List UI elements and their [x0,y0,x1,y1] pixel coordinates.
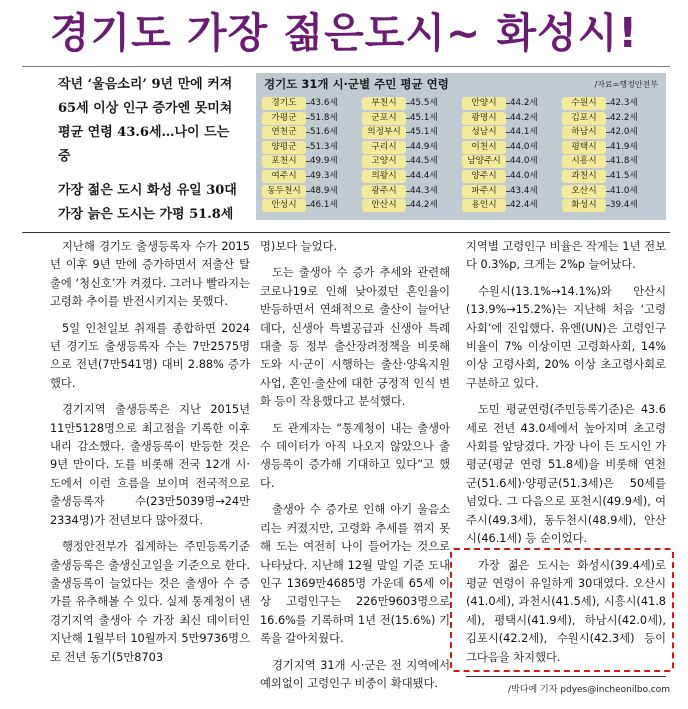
table-cell [462,199,556,212]
region-name: 구리시 [362,141,406,154]
average-age: 44.2세 [510,98,538,108]
highlight-box [450,548,674,672]
average-age: 45.5세 [410,98,438,108]
average-age: 45.1세 [410,112,438,123]
region-name: 남양주시 [462,155,506,168]
table-cell [362,112,456,125]
table-cell [562,141,656,154]
region-name: 경기도 [262,97,306,110]
paragraph: 도민 평균연령(주민등록기준)은 43.6세로 전년 43.0세에서 높아지며 초고령사회를 앞당겼다. 가장 나이 든 도시인 가평군(평균 연령 51.8세)을 비롯해 연천군(51.6세)·양평군(51.3세)은 50세를 넘었다. 그 다음으로 포천시(49.9세), 여주시(49.3세), 동두천시(48.9세), 안산시(46.1세) 등 순이었다. [466,403,666,546]
top-divider [22,66,670,67]
region-name: 고양시 [362,155,406,168]
table-cell [462,97,556,110]
region-name: 양주시 [462,170,506,183]
table-cell [462,112,556,125]
region-name: 김포시 [562,112,606,125]
table-cell [562,97,656,110]
region-name: 평택시 [562,141,606,154]
region-name: 부천시 [362,97,406,110]
table-cell [562,112,656,125]
body-divider [22,232,670,233]
average-age: 51.6세 [310,127,338,138]
average-age: 43.6세 [310,98,338,108]
region-name: 하남시 [562,126,606,139]
age-table-title: 경기도 31개 시·군별 주민 평균 연령 [264,77,449,91]
table-cell [562,155,656,168]
paragraph: 지난해 경기도 출생등록자 수가 2015년 이후 9년 만에 증가하면서 저출산 탈출에 ‘청신호’가 켜졌다. 그러나 빨라지는 고령화 추이를 반전시키지는 못했다. [50,240,250,309]
table-cell [262,97,356,110]
table-cell [462,185,556,198]
region-name: 가평군 [262,112,306,125]
age-table [256,73,666,220]
average-age: 45.1세 [410,127,438,138]
table-cell [362,155,456,168]
subhead-2: 가장 젊은 도시 화성 유일 30대 가장 늙은 도시는 가평 51.8세 [58,183,237,222]
region-name: 이천시 [462,141,506,154]
table-cell [362,170,456,183]
region-name: 광주시 [362,185,406,198]
paragraph: 행정안전부가 집계하는 주민등록기준 출생등록은 출생신고일을 기준으로 한다. 출생등록이 늘었다는 것은 출생아 수 증가를 유추해볼 수 있다. 실제 통계청이 낸 경기지역 출생아 수 가장 최신 데이터인 지난해 1월부터 10월까지 5만9736명으로 전년 동기(5만8703 [50,540,250,664]
average-age: 41.0세 [610,185,638,196]
table-cell [462,155,556,168]
table-cell [362,185,456,198]
table-cell [562,199,656,212]
table-cell [362,97,456,110]
region-name: 안양시 [462,97,506,110]
average-age: 46.1세 [310,200,338,211]
average-age: 51.8세 [310,112,338,123]
table-cell [262,170,356,183]
region-name: 수원시 [562,97,606,110]
average-age: 41.8세 [610,156,638,167]
paragraph: 경기지역 출생등록은 지난 2015년 11만5128명으로 최고점을 기록한 이후 내리 감소했다. 출생등록이 반등한 것은 9년 만이다. 도를 비롯해 전국 12개 시·도에서 이런 흐름을 보이며 전국적으로 출생등록자 수(23만5039명→24만2334명)가 전년보다 많아졌다. [50,403,250,527]
average-age: 42.3세 [610,98,638,108]
subheads [58,73,238,227]
table-cell [262,155,356,168]
paragraph: 도는 출생아 수 증가 추세와 관련해 코로나19로 인해 낮아졌던 혼인율이 반등하면서 연쇄적으로 출산이 늘어난 데다, 신생아 특별공급과 신생아 특례대출 등 정부 출산장려정책을 비롯해 도와 시·군이 시행하는 출산·양육지원 사업, 혼인·출산에 대한 긍정적 인식 변화 등이 작용했다고 분석했다. [260,266,450,409]
region-name: 동두천시 [262,185,306,198]
average-age: 44.0세 [510,171,538,181]
region-name: 포천시 [262,155,306,168]
age-table-source: /자료=행정안전부 [594,80,658,89]
average-age: 49.9세 [310,156,338,167]
region-name: 양평군 [262,141,306,154]
region-name: 의정부시 [362,126,406,139]
paragraph: 출생아 수 증가로 인해 아기 울음소리는 커졌지만, 고령화 추세를 꺾지 못해 도는 여전히 나이 들어가는 것으로 나타났다. 지난해 12월 말일 기준 도내 인구 1369만4685명 가운데 65세 이상 고령인구는 226만9603명으로 16.6%를 기록하며 1년 전(15.6%) 기록을 갈아치웠다. [260,503,450,646]
region-name: 시흥시 [562,155,606,168]
body-column-2 [260,238,450,701]
region-name: 화성시 [562,199,606,212]
paragraph: 5일 인천일보 취재를 종합하면 2024년 경기도 출생등록자 수는 7만2575명으로 전년(7만541명) 대비 2.88% 증가했다. [50,321,250,390]
average-age: 44.0세 [510,141,538,152]
average-age: 44.5세 [410,156,438,167]
average-age: 44.2세 [410,200,438,211]
table-cell [562,126,656,139]
region-name: 광명시 [462,112,506,125]
average-age: 48.9세 [310,185,338,196]
average-age: 44.9세 [410,141,438,152]
average-age: 51.3세 [310,141,338,152]
byline: /박다예 기자 pdyes@incheonilbo.com [508,685,670,695]
average-age: 41.5세 [610,171,638,181]
table-cell [262,112,356,125]
table-cell [562,185,656,198]
average-age: 44.3세 [410,185,438,196]
paragraph: 수원시(13.1%→14.1%)와 안산시(13.9%→15.2%)는 지난해 처음 ‘고령사회’에 진입했다. 유엔(UN)은 고령인구 비율이 7% 이상이면 고령화사회, 14% 이상 고령사회, 20% 이상 초고령사회로 구분하고 있다. [466,284,666,390]
table-cell [362,199,456,212]
average-age: 39.4세 [610,200,638,211]
average-age: 41.9세 [610,141,638,152]
average-age: 42.4세 [510,200,538,211]
table-cell [462,126,556,139]
paragraph: 도 관계자는 “통계청이 내는 출생아 수 데이터가 아직 나오지 않았으나 출생등록이 증가해 기대하고 있다”고 했다. [260,421,450,490]
table-cell [362,126,456,139]
region-name: 연천군 [262,126,306,139]
table-cell [262,141,356,154]
average-age: 43.4세 [510,185,538,196]
region-name: 여주시 [262,170,306,183]
average-age: 44.4세 [410,171,438,181]
table-cell [262,199,356,212]
paragraph: 가장 젊은 도시는 화성시(39.4세)로 평균 연령이 유일하게 30대였다. 오산시(41.0세), 과천시(41.5세), 시흥시(41.8세), 평택시(41.9세), 하남시(42.0세), 김포시(42.2세), 수원시(42.3세) 등이 그다음을 차지했다. [466,558,666,664]
region-name: 과천시 [562,170,606,183]
region-name: 파주시 [462,185,506,198]
paragraph: 명)보다 늘었다. [260,240,338,253]
region-name: 안산시 [362,199,406,212]
paragraph: 지역별 고령인구 비율은 작게는 1년 전보다 0.3%p, 크게는 2%p 늘어났다. [466,240,666,272]
age-table-header [256,73,666,95]
paragraph: 경기지역 31개 시·군은 전 지역에서 예외없이 고령인구 비중이 확대됐다. [260,658,450,690]
byline-divider [466,676,666,677]
region-name: 안성시 [262,199,306,212]
region-name: 의왕시 [362,170,406,183]
table-cell [362,141,456,154]
average-age: 44.1세 [510,127,538,138]
region-name: 성남시 [462,126,506,139]
table-cell [262,126,356,139]
region-name: 군포시 [362,112,406,125]
region-name: 오산시 [562,185,606,198]
average-age: 44.2세 [510,112,538,123]
table-cell [462,141,556,154]
headline: 경기도 가장 젊은도시~ 화성시! [49,9,639,57]
average-age: 44.0세 [510,156,538,167]
average-age: 49.3세 [310,171,338,181]
region-name: 용인시 [462,199,506,212]
average-age: 42.0세 [610,127,638,138]
average-age: 42.2세 [610,112,638,123]
table-cell [562,170,656,183]
table-cell [462,170,556,183]
body-column-1 [50,238,250,675]
table-cell [262,185,356,198]
age-table-grid [262,97,662,215]
subhead-1: 작년 ‘울음소리’ 9년 만에 커져 65세 이상 인구 증가엔 못미쳐 평균 연령 43.6세…나이 드는 중 [58,77,233,164]
